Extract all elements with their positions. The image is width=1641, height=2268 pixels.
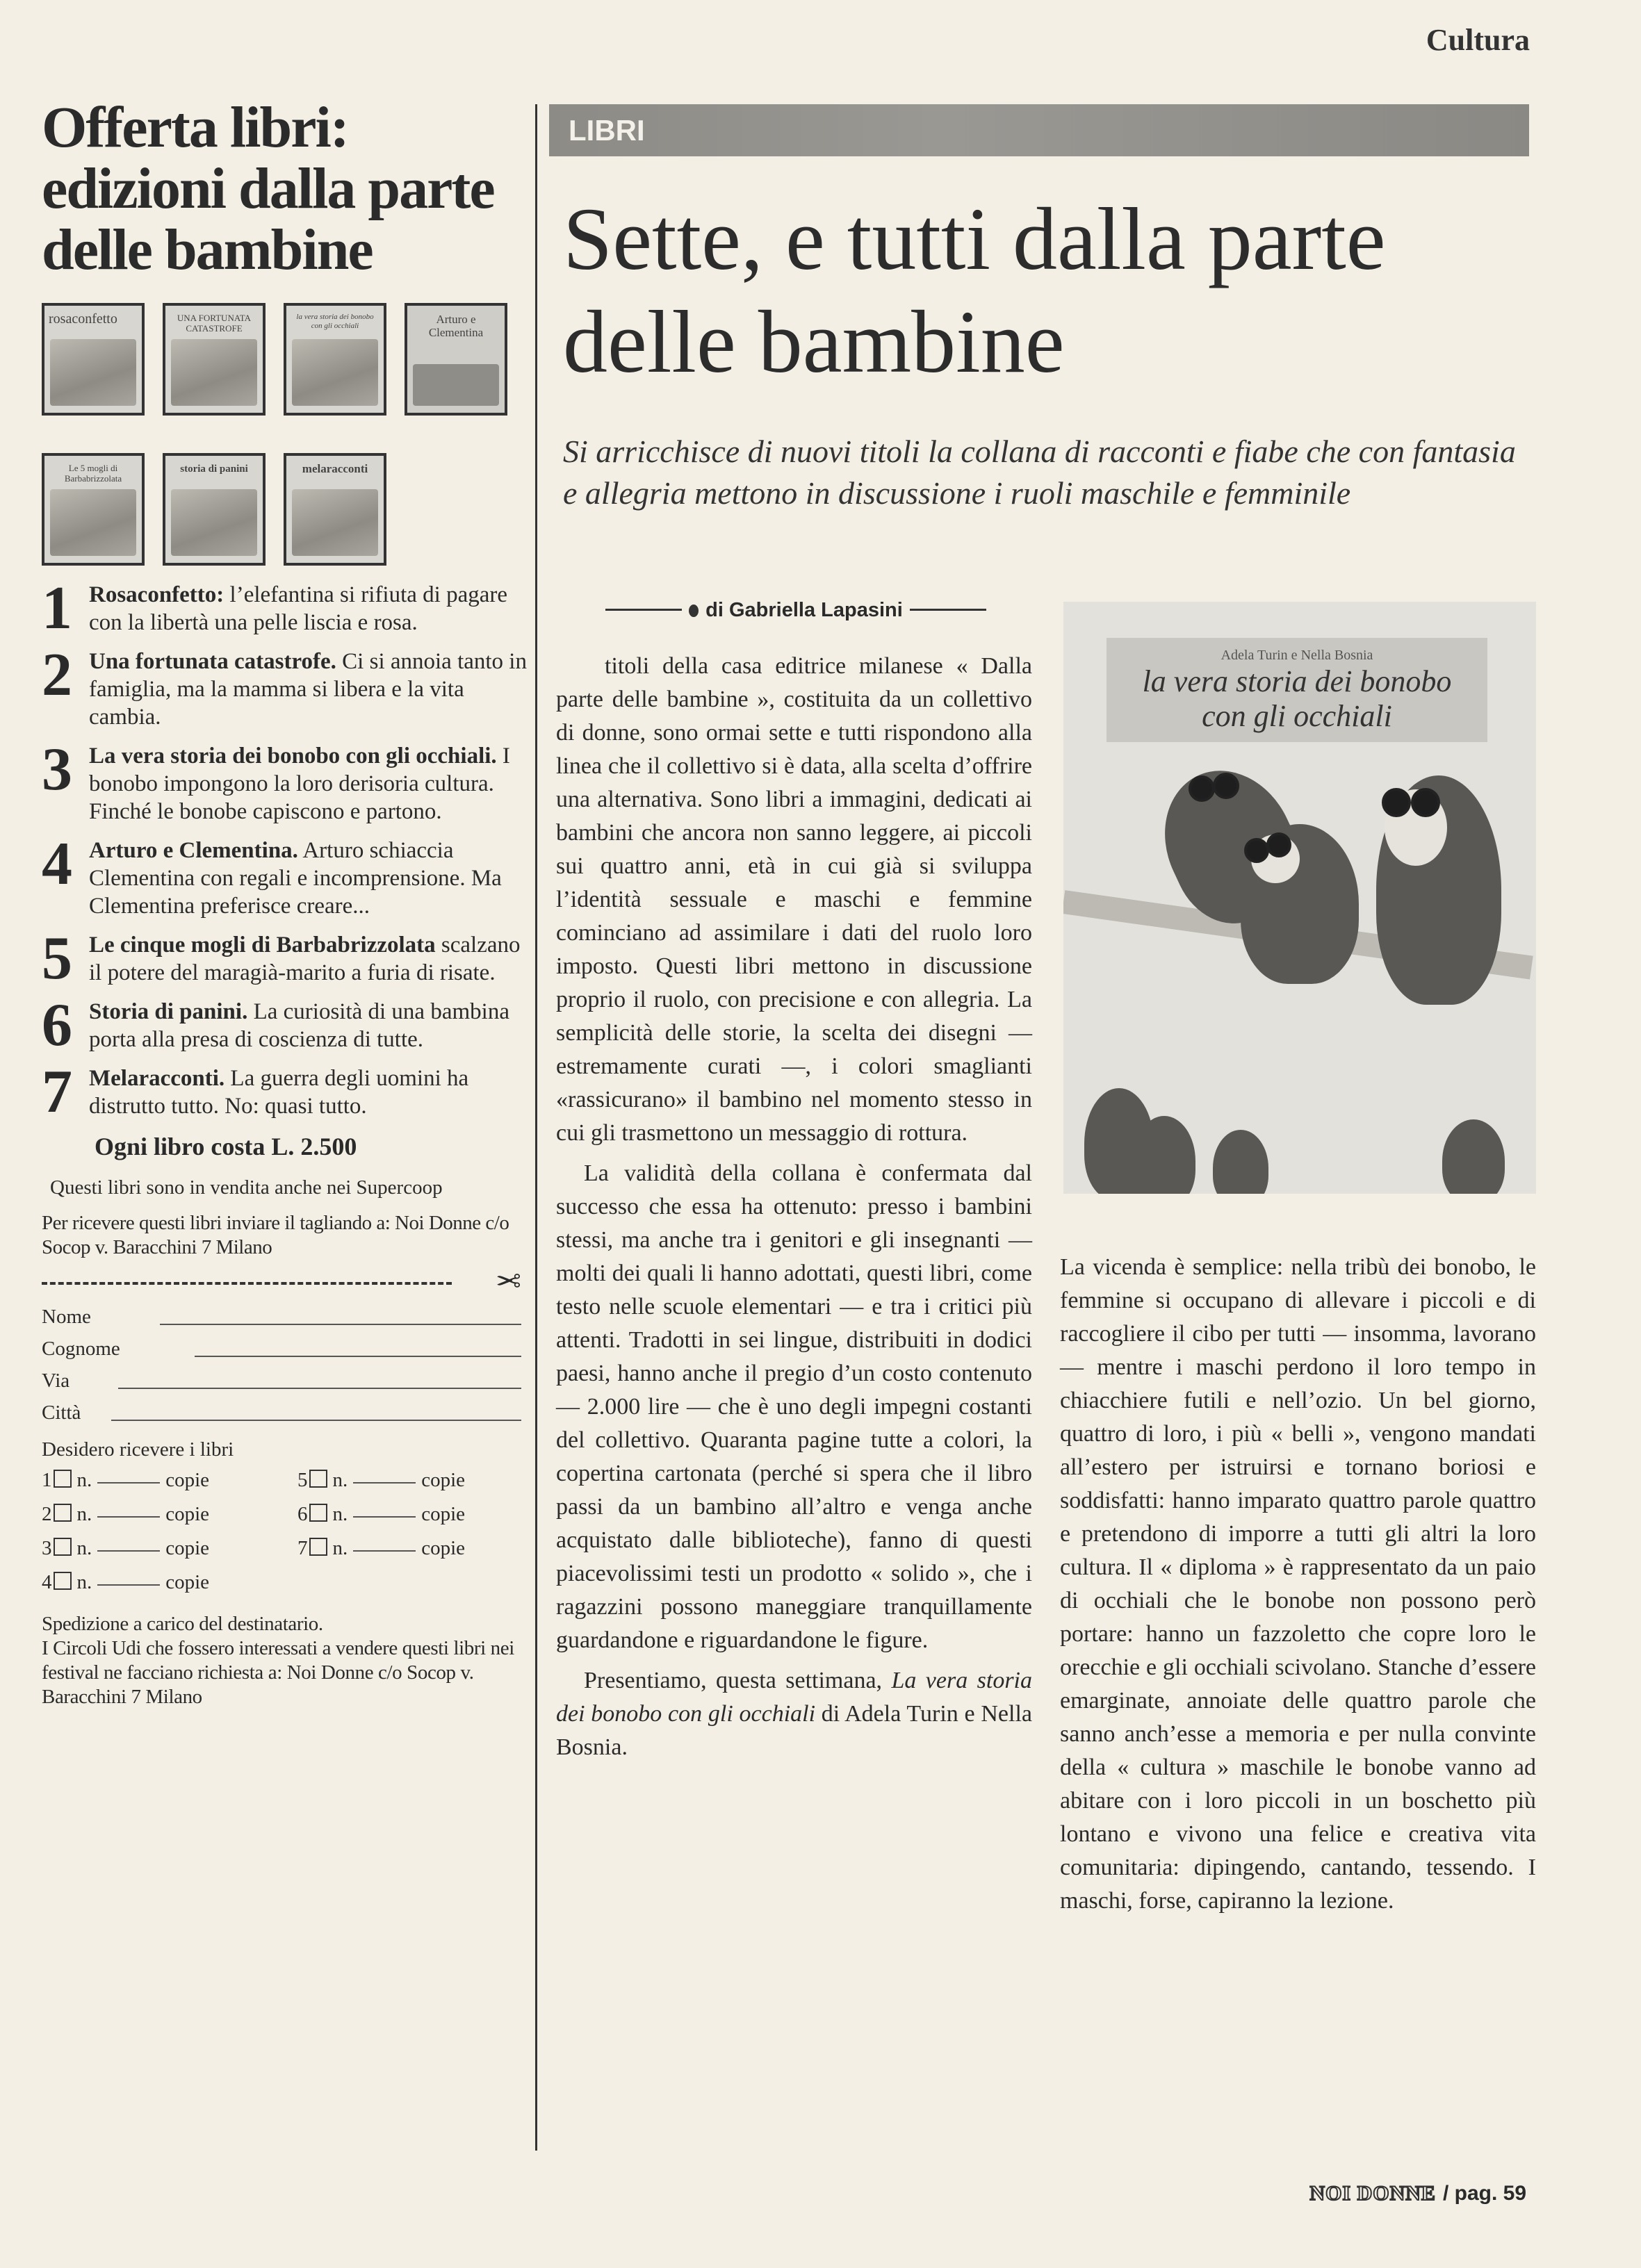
bullet-icon — [689, 605, 699, 617]
order-number: 4 — [42, 1571, 52, 1593]
article-paragraph: La vicenda è semplice: nella tribù dei bonobo, le femmine si occupano di allevare i piccoli e di raccogliere il cibo per tutti — insomma, lavorano — mentre i maschi perdono il loro tempo in chiacchiere futili e nell’ozio. Un bel giorno, quattro di loro, i più « belli », vengono mandati all’estero per istruirsi e tornano boriosi e soddisfatti: hanno imparato quattro parole quattro e pretendono di imporre a tutti gli altri la loro cultura. Il « diploma » è rappresentato da un paio di occhiali che le bonobe non possono però portare: hanno un fazzoletto che copre loro le orecchie e gli occhiali scivolano. Stanche d’essere emarginate, annoiate delle quattro parole che sanno anch’esse a memoria e per nulla convinte della « cultura » maschile le bonobe vanno ad abitare con i loro piccoli in un boschetto più lontano e vivono una felice e creativa vita comunitaria: dipingendo, cantando, tessendo. I maschi, forse, capiranno la lezione. — [1060, 1254, 1536, 1914]
rubric-label: LIBRI — [569, 114, 645, 147]
n-label: n. — [76, 1503, 92, 1525]
book-cover-illustration — [1063, 602, 1536, 1194]
city-field[interactable] — [42, 1397, 521, 1425]
book-description: La curiosità di una bambina porta alla presa di coscienza di tutte. — [89, 999, 509, 1052]
cover-title: la vera storia dei bonobo con gli occhiali — [296, 313, 374, 330]
byline-rule — [605, 609, 682, 611]
n-label: n. — [332, 1503, 348, 1525]
book-title: Le cinque mogli di Barbabrizzolata — [89, 932, 436, 958]
field-line[interactable] — [195, 1356, 521, 1357]
copies-label: copie — [421, 1469, 466, 1491]
glasses-icon — [1189, 775, 1215, 802]
order-number: 1 — [42, 1469, 52, 1491]
book-description: Ci si annoia tanto in famiglia, ma la mamma si libera e la vita cambia. — [89, 649, 527, 730]
cover-art — [292, 489, 378, 556]
book-item — [42, 1058, 528, 1126]
page-number: pag. 59 — [1454, 2182, 1526, 2205]
monkey-figure — [1133, 1116, 1195, 1194]
name-field[interactable] — [42, 1301, 521, 1329]
book-description: La guerra degli uomini ha distrutto tutto. No: quasi tutto. — [89, 1066, 469, 1119]
order-number: 7 — [297, 1537, 308, 1559]
offer-title-line: delle bambine — [42, 217, 373, 282]
copies-input[interactable] — [353, 1482, 416, 1484]
book-title: Arturo e Clementina. — [89, 838, 298, 863]
book-number: 2 — [42, 641, 72, 709]
book-cover — [405, 303, 507, 416]
book-item — [42, 736, 528, 825]
book-title-italic: La vera storia dei bonobo con gli occhiali — [556, 1668, 1032, 1727]
byline-author: di Gabriella Lapasini — [705, 599, 903, 621]
order-number: 2 — [42, 1503, 52, 1525]
field-line[interactable] — [118, 1388, 521, 1389]
street-field[interactable] — [42, 1365, 521, 1393]
order-row[interactable] — [42, 1570, 209, 1597]
circoli-text: I Circoli Udi che fossero interessati a vendere questi libri nei festival ne facciano richiesta a: Noi Donne c/o Socop v. Baracchini 7 Milano — [42, 1637, 514, 1708]
copies-input[interactable] — [353, 1516, 416, 1518]
book-title: Storia di panini. — [89, 999, 248, 1024]
order-grid — [42, 1468, 521, 1604]
book-item — [42, 992, 528, 1059]
send-instructions: Per ricevere questi libri inviare il tagliando a: Noi Donne c/o Socop v. Baracchini 7 Milano — [42, 1212, 509, 1258]
book-item — [42, 830, 528, 920]
book-item — [42, 641, 528, 731]
field-line[interactable] — [111, 1420, 521, 1421]
text-run: di Adela Turin e Nella Bosnia. — [556, 1701, 1032, 1760]
copies-label: copie — [165, 1503, 210, 1525]
book-description: Arturo schiaccia Clementina con regali e incomprensione. Ma Clementina preferisce creare... — [89, 838, 502, 919]
cover-title: rosaconfetto — [49, 311, 117, 327]
article-paragraph: titoli della casa editrice milanese « Dalla parte delle bambine », costituita da un collettivo di donne, sono ormai sette e tutti rispondono alla linea che il collettivo si è data, alla scelta d’offrire una alternativa. Sono libri a immagini, dedicati ai bambini che ancora non sanno leggere, ai piccoli sui quattro anni, età in cui già si sviluppa l’identità sessuale e maschi e femmine cominciano ad assimilare i dati del ruolo loro imposto. Questi libri mettono in discussione proprio il ruolo, con precisione e con allegria. La semplicità delle storie, la scelta dei disegni — estremamente curati —, i colori smaglianti «rassicurano» il bambino nel momento stesso in cui gli trasmettono un messaggio di rottura. — [556, 653, 1032, 1146]
cover-art — [171, 489, 257, 556]
order-row[interactable] — [42, 1502, 209, 1529]
order-number: 6 — [297, 1503, 308, 1525]
copies-label: copie — [421, 1503, 466, 1525]
monkey-figure — [1442, 1119, 1505, 1194]
order-number: 5 — [297, 1469, 308, 1491]
cover-authors: Adela Turin e Nella Bosnia — [1220, 648, 1373, 663]
book-number: 3 — [42, 736, 72, 803]
field-label: Nome — [42, 1306, 91, 1328]
cover-title: UNA FORTUNATA CATASTROFE — [177, 313, 252, 334]
glasses-icon — [1244, 838, 1269, 863]
cover-art — [413, 364, 499, 406]
article-paragraph: La validità della collana è confermata dal successo che essa ha ottenuto: presso i bambini stessi, ma anche tra i genitori e gli insegnanti — molti dei quali li hanno adottati, questi libri, come testo nelle scuole elementari — e tra i critici più attenti. Tradotti in sei lingue, distribuiti in dodici paesi, hanno anche il pregio d’un costo contenuto — 2.000 lire — che è uno degli impegni costanti del collettivo. Quaranta pagine tutte a colori, la copertina cartonata (perché si spera che il libro passi da un bambino all’altro e venga anche acquistato dalle biblioteche), fanno di questi piacevolissimi testi un prodotto « solido », che i ragazzini possono maneggiare tranquillamente guardandone e riguardandone le figure. — [556, 1160, 1032, 1653]
order-row[interactable] — [297, 1536, 465, 1563]
order-checkbox[interactable] — [309, 1504, 327, 1522]
book-number: 7 — [42, 1058, 72, 1126]
order-checkbox[interactable] — [54, 1504, 72, 1522]
rubric-bar — [549, 104, 1529, 156]
copies-input[interactable] — [97, 1516, 160, 1518]
glasses-icon — [1213, 773, 1239, 799]
glasses-icon — [1266, 832, 1291, 857]
article-headline: Sette, e tutti dalla parte delle bambine — [563, 190, 1386, 391]
book-item — [42, 575, 528, 642]
field-label: Cognome — [42, 1338, 120, 1360]
cover-title: storia di panini — [180, 463, 248, 475]
offer-column — [42, 97, 528, 1709]
book-cover — [163, 303, 266, 416]
article-column-right — [1060, 1251, 1536, 1918]
article-subtitle: Si arricchisce di nuovi titoli la collana di racconti e fiabe che con fantasia e allegria mettono in discussione i ruoli maschile e femminile — [563, 434, 1516, 511]
copies-input[interactable] — [97, 1584, 160, 1586]
cover-art — [50, 489, 136, 556]
book-cover — [284, 303, 386, 416]
offer-title-line: edizioni dalla parte — [42, 156, 494, 221]
book-item — [42, 925, 528, 992]
book-covers — [42, 303, 521, 568]
book-description: scalzano il potere del maragià-marito a furia di risate. — [89, 932, 521, 985]
article-column-middle — [556, 650, 1032, 1764]
copies-input[interactable] — [97, 1550, 160, 1552]
monkey-figure — [1213, 1130, 1268, 1194]
shipping-text: Spedizione a carico del destinatario. — [42, 1613, 323, 1635]
order-checkbox[interactable] — [54, 1538, 72, 1556]
order-checkbox[interactable] — [54, 1572, 72, 1590]
glasses-icon — [1382, 788, 1411, 817]
order-checkbox[interactable] — [54, 1470, 72, 1488]
field-label: Città — [42, 1402, 81, 1424]
copies-label: copie — [165, 1469, 210, 1491]
order-label: Desidero ricevere i libri — [42, 1438, 234, 1461]
supercoop-note: Questi libri sono in vendita anche nei Supercoop — [50, 1176, 443, 1199]
book-cover — [163, 453, 266, 566]
book-title: Melaracconti. — [89, 1066, 225, 1091]
field-label: Via — [42, 1370, 70, 1392]
cover-art — [50, 339, 136, 406]
footer-separator: / — [1442, 2182, 1449, 2205]
order-checkbox[interactable] — [309, 1538, 327, 1556]
book-title: Una fortunata catastrofe. — [89, 649, 336, 674]
order-row[interactable] — [297, 1502, 465, 1529]
column-divider — [535, 104, 537, 2151]
dashed-line — [42, 1282, 452, 1285]
cover-art — [171, 339, 257, 406]
book-cover — [42, 453, 145, 566]
cover-title-line: con gli occhiali — [1202, 699, 1392, 733]
price-note: Ogni libro costa L. 2.500 — [95, 1133, 357, 1160]
book-description: l’elefantina si rifiuta di pagare con la libertà una pelle liscia e rosa. — [89, 582, 508, 635]
book-cover — [284, 453, 386, 566]
book-list — [42, 575, 528, 1126]
book-number: 1 — [42, 575, 72, 642]
n-label: n. — [76, 1571, 92, 1593]
order-number: 3 — [42, 1537, 52, 1559]
n-label: n. — [332, 1469, 348, 1491]
field-line[interactable] — [160, 1324, 521, 1325]
book-cover — [42, 303, 145, 416]
shipping-note — [42, 1612, 528, 1709]
magazine-logo: NOI DONNE — [1309, 2182, 1436, 2205]
book-number: 5 — [42, 925, 72, 992]
section-label: Cultura — [1426, 23, 1530, 57]
cover-title: Le 5 mogli di Barbabrizzolata — [64, 463, 122, 484]
page-footer — [1309, 2182, 1526, 2205]
copies-input[interactable] — [353, 1550, 416, 1552]
surname-field[interactable] — [42, 1333, 521, 1361]
offer-title — [42, 97, 528, 281]
glasses-icon — [1411, 788, 1440, 817]
offer-title-line: Offerta libri: — [42, 95, 348, 160]
copies-label: copie — [165, 1571, 210, 1593]
n-label: n. — [332, 1537, 348, 1559]
order-row[interactable] — [297, 1468, 465, 1495]
book-title: Rosaconfetto: — [89, 582, 224, 607]
cover-title: Arturo e Clementina — [428, 313, 484, 339]
book-number: 4 — [42, 830, 72, 898]
copies-input[interactable] — [97, 1482, 160, 1484]
n-label: n. — [76, 1469, 92, 1491]
book-title: La vera storia dei bonobo con gli occhiali. — [89, 743, 497, 769]
article-paragraph — [556, 1664, 1032, 1764]
order-row[interactable] — [42, 1468, 209, 1495]
cover-title: melaracconti — [302, 462, 368, 475]
copies-label: copie — [165, 1537, 210, 1559]
copies-label: copie — [421, 1537, 466, 1559]
text-run: Presentiamo, questa settimana, — [584, 1668, 892, 1693]
order-row[interactable] — [42, 1536, 209, 1563]
n-label: n. — [76, 1537, 92, 1559]
book-description: I bonobo impongono la loro derisoria cultura. Finché le bonobe capiscono e partono. — [89, 743, 510, 824]
byline — [556, 599, 1036, 622]
cover-title-box — [1107, 638, 1487, 742]
order-checkbox[interactable] — [309, 1470, 327, 1488]
book-number: 6 — [42, 992, 72, 1059]
cover-art — [292, 339, 378, 406]
cut-line — [42, 1267, 521, 1297]
cover-title-line: la vera storia dei bonobo — [1142, 664, 1452, 698]
scissors-icon: ✂ — [496, 1265, 521, 1299]
byline-rule — [910, 609, 986, 611]
